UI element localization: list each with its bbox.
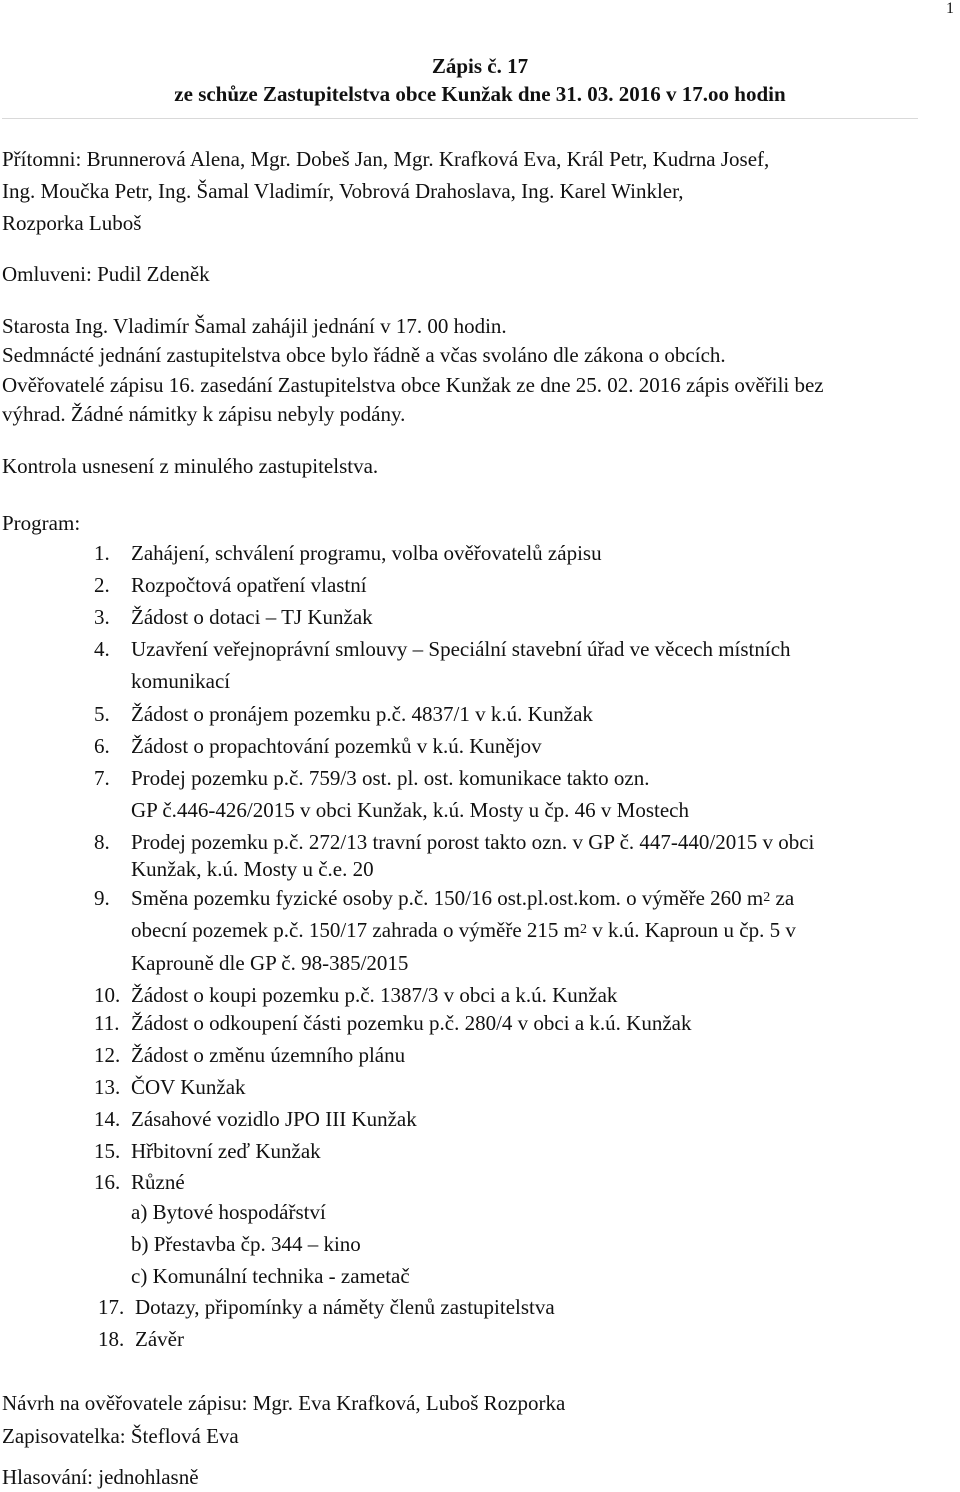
- page-number: 1: [946, 0, 954, 17]
- attendance-line-1: Přítomni: Brunnerová Alena, Mgr. Dobeš Jan, Mgr. Krafková Eva, Král Petr, Kudrna Josef,: [2, 147, 770, 171]
- superscript: 2: [580, 922, 588, 937]
- document-subtitle: ze schůze Zastupitelstva obce Kunžak dne 31. 03. 2016 v 17.oo hodin: [174, 82, 786, 106]
- header-divider: [2, 118, 918, 119]
- opening-line-1: Starosta Ing. Vladimír Šamal zahájil jednání v 17. 00 hodin.: [2, 314, 507, 338]
- opening-line-4: výhrad. Žádné námitky k zápisu nebyly podány.: [2, 402, 406, 426]
- verifiers-line: Návrh na ověřovatele zápisu: Mgr. Eva Krafková, Luboš Rozporka: [2, 1391, 566, 1415]
- program-label: Program:: [2, 511, 81, 535]
- superscript: 2: [763, 890, 771, 905]
- attendance-line-2: Ing. Moučka Petr, Ing. Šamal Vladimír, Vobrová Drahoslava, Ing. Karel Winkler,: [2, 179, 684, 203]
- opening-line-2: Sedmnácté jednání zastupitelstva obce bylo řádně a včas svoláno dle zákona o obcích.: [2, 343, 726, 367]
- vote-line: Hlasování: jednohlasně: [2, 1465, 199, 1489]
- excused-line: Omluveni: Pudil Zdeněk: [2, 262, 210, 286]
- opening-line-3: Ověřovatelé zápisu 16. zasedání Zastupitelstva obce Kunžak ze dne 25. 02. 2016 zápis ověřili bez: [2, 373, 824, 397]
- recorder-line: Zapisovatelka: Šteflová Eva: [2, 1424, 239, 1448]
- control-line: Kontrola usnesení z minulého zastupitelstva.: [2, 454, 379, 478]
- document-title: Zápis č. 17: [431, 54, 529, 78]
- attendance-line-3: Rozporka Luboš: [2, 211, 142, 235]
